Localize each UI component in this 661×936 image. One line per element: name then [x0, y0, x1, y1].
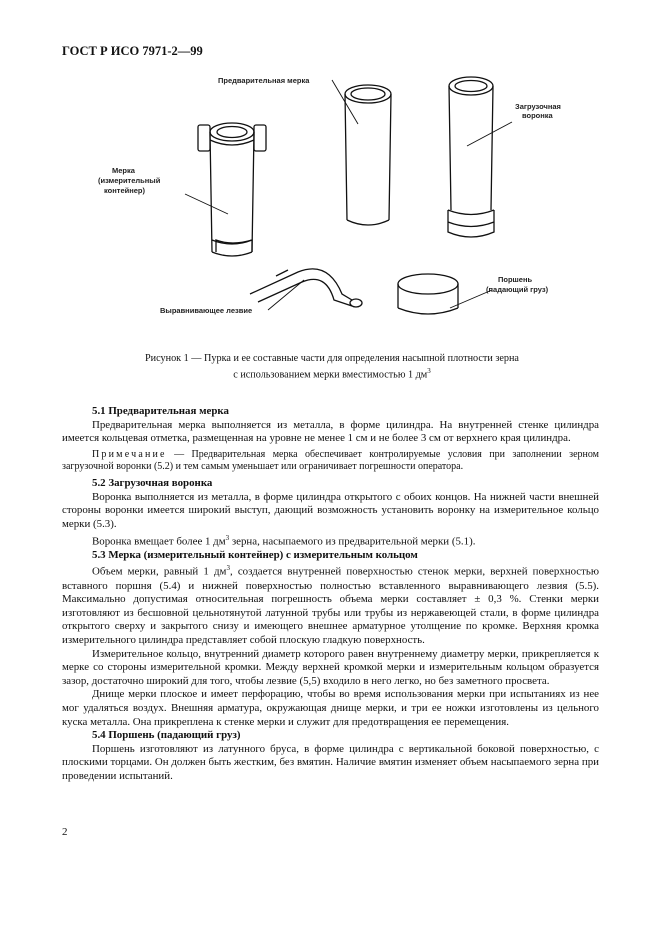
label-piston-2: (падающий груз) — [486, 285, 549, 294]
label-loading-funnel-2: воронка — [522, 111, 553, 120]
body-text — [62, 405, 599, 784]
page-header: ГОСТ Р ИСО 7971-2—99 — [62, 44, 203, 58]
label-measure-2: (измерительный — [98, 176, 161, 185]
figure-caption-line-1: Рисунок 1 — Пурка и ее составные части для определения насыпной плотности зерна — [145, 353, 519, 364]
piston-drawing — [398, 274, 458, 314]
label-piston-1: Поршень — [498, 275, 533, 284]
section-5-2-paragraph-1: Воронка выполняется из металла, в форме цилиндра открытого с обоих концов. На нижней части внешней стороны воронки имеется широкий выступ, дающий возможность установить воронку на измерительное кольцо мерки (5.3). — [62, 490, 599, 530]
note-text: — Предварительная мерка обеспечивает контролируемые условия при заполнении зерном загрузочной воронки (5.2) и тем самым уменьшает или ограничивает погрешности оператора. — [62, 448, 599, 472]
section-5-3-paragraph-2: Измерительное кольцо, внутренний диаметр которого равен внутреннему диаметру мерки, прикрепляется к мерке со стороны измерительной кромки. Между верхней кромкой мерки и измерительным кольцом образуется зазор, достаточно широкий для того, чтобы лезвие (5,5) входило в него легко, но без заметного просвета. — [62, 647, 599, 687]
note-label: Примечание — [92, 448, 167, 460]
section-5-3-title: 5.3 Мерка (измерительный контейнер) с измерительным кольцом — [92, 548, 418, 561]
loading-funnel-drawing — [448, 77, 494, 237]
page-number: 2 — [62, 826, 68, 838]
section-5-2-title: 5.2 Загрузочная воронка — [92, 477, 213, 490]
label-measure-1: Мерка — [112, 166, 135, 175]
section-5-2-paragraph-2: Воронка вмещает более 1 $дм^3$ зерна, насыпаемого из предварительной мерки (5.1). — [92, 533, 476, 548]
section-5-4-paragraph: Поршень изготовляют из латунного бруса, в форме цилиндра с вертикальной боковой поверхностью, с плоскими торцами. Он должен быть жестким, без вмятин. Наличие вмятин изменяет объем насыпаемого зерна при проведении испытаний. — [62, 742, 599, 782]
label-pre-measure: Предварительная мерка — [218, 76, 310, 85]
label-leveling-blade: Выравнивающее лезвие — [160, 306, 253, 315]
section-5-1-title: 5.1 Предварительная мерка — [92, 405, 229, 417]
note — [62, 449, 599, 473]
section-5-4-title: 5.4 Поршень (падающий груз) — [92, 729, 241, 742]
measure-cylinder-drawing — [198, 123, 266, 256]
leveling-blade-drawing — [250, 269, 362, 307]
figure-caption-line-2: с использованием мерки вместимостью 1 $дм^3$ — [233, 367, 431, 381]
section-5-3-paragraph-3: Днище мерки плоское и имеет перфорацию, чтобы во время использования мерки при испытаниях из нее мог удаляться воздух. Внешняя арматура, окружающая днище мерки, и три ее ножки изготовлены из цельного куска металла. Она прикреплена к стенке мерки и служит для предотвращения ее перемещения. — [62, 688, 599, 728]
label-loading-funnel-1: Загрузочная — [515, 102, 561, 111]
pre-measure-drawing — [345, 85, 391, 225]
section-5-1-paragraph: Предварительная мерка выполняется из металла, в форме цилиндра. На внутренней стенке цилиндра имеется кольцевая отметка, размещенная на уровне не менее 1 см и не более 3 см от верхнего края цилиндра. — [62, 418, 599, 445]
label-measure-3: контейнер) — [104, 186, 146, 195]
section-5-3-paragraph-1: Объем мерки, равный 1 $дм^3$, создается внутренней поверхностью стенок мерки, верхней поверхностью вставного поршня (5.4) и нижней поверхностью полностью вставленного выравнивающего лезвия (5.5). Максимально допустимая относительная погрешность объема мерки составляет ± 0,3 %. Стенки мерки изготовляют из бесшовной цельнотянутой латунной трубы или трубы из нержавеющей стали, в форме цилиндра открытого сверху и закрытого снизу и имеющего внешнее арматурное утолщение по кромке. Верхняя кромка измерительного цилиндра представляет собой плоскую гладкую поверхность. — [62, 564, 600, 646]
